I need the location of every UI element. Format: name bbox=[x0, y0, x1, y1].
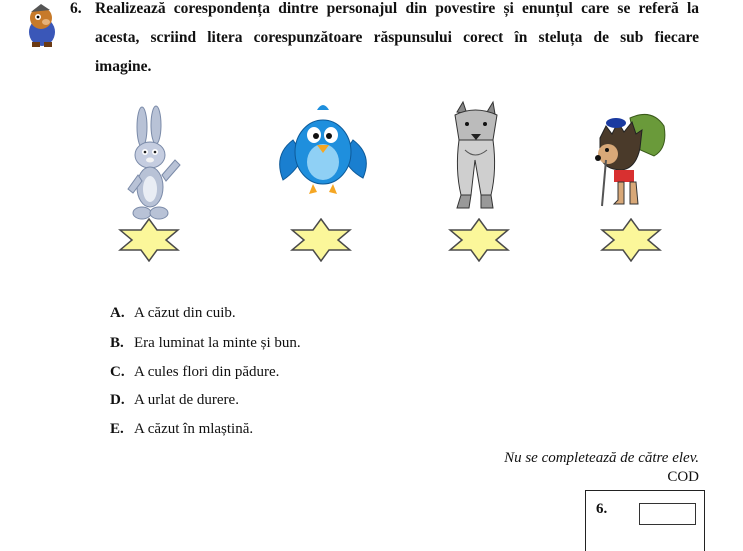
option-text: A cules flori din pădure. bbox=[134, 364, 280, 380]
question-text-line-1: Realizează corespondența dintre personajul din povestire și enunțul care se referă la bbox=[95, 0, 699, 17]
option-letter: E. bbox=[110, 421, 124, 437]
cod-box bbox=[585, 490, 705, 551]
cod-input-field[interactable] bbox=[639, 503, 696, 525]
answer-star-1[interactable] bbox=[118, 218, 180, 262]
answer-star-2[interactable] bbox=[290, 218, 352, 262]
option-text: A urlat de durere. bbox=[134, 392, 239, 408]
option-b bbox=[110, 335, 301, 352]
option-e bbox=[110, 421, 253, 438]
question-text-line-3: imagine. bbox=[95, 58, 152, 75]
option-c bbox=[110, 364, 279, 381]
answer-star-3[interactable] bbox=[448, 218, 510, 262]
option-text: Era luminat la minte și bun. bbox=[134, 335, 301, 351]
option-letter: B. bbox=[110, 335, 124, 351]
option-text: A căzut în mlaștină. bbox=[134, 421, 254, 437]
cod-label: COD bbox=[667, 469, 699, 485]
mascot-icon bbox=[22, 2, 62, 48]
option-letter: A. bbox=[110, 305, 125, 321]
bird-icon bbox=[273, 100, 373, 200]
wolf-icon bbox=[445, 100, 510, 215]
option-a bbox=[110, 305, 236, 322]
rabbit-icon bbox=[120, 105, 190, 225]
option-d bbox=[110, 392, 239, 409]
option-letter: D. bbox=[110, 392, 125, 408]
option-letter: C. bbox=[110, 364, 125, 380]
option-text: A căzut din cuib. bbox=[134, 305, 236, 321]
question-number: 6. bbox=[70, 0, 82, 17]
cod-item-number: 6. bbox=[596, 501, 608, 517]
answer-star-4[interactable] bbox=[600, 218, 662, 262]
hedgehog-icon bbox=[592, 108, 672, 208]
examiner-note: Nu se completează de către elev. bbox=[504, 450, 699, 466]
question-text-line-2: acesta, scriind litera corespunzătoare răspunsului corect în steluța de sub fiecare bbox=[95, 29, 699, 46]
